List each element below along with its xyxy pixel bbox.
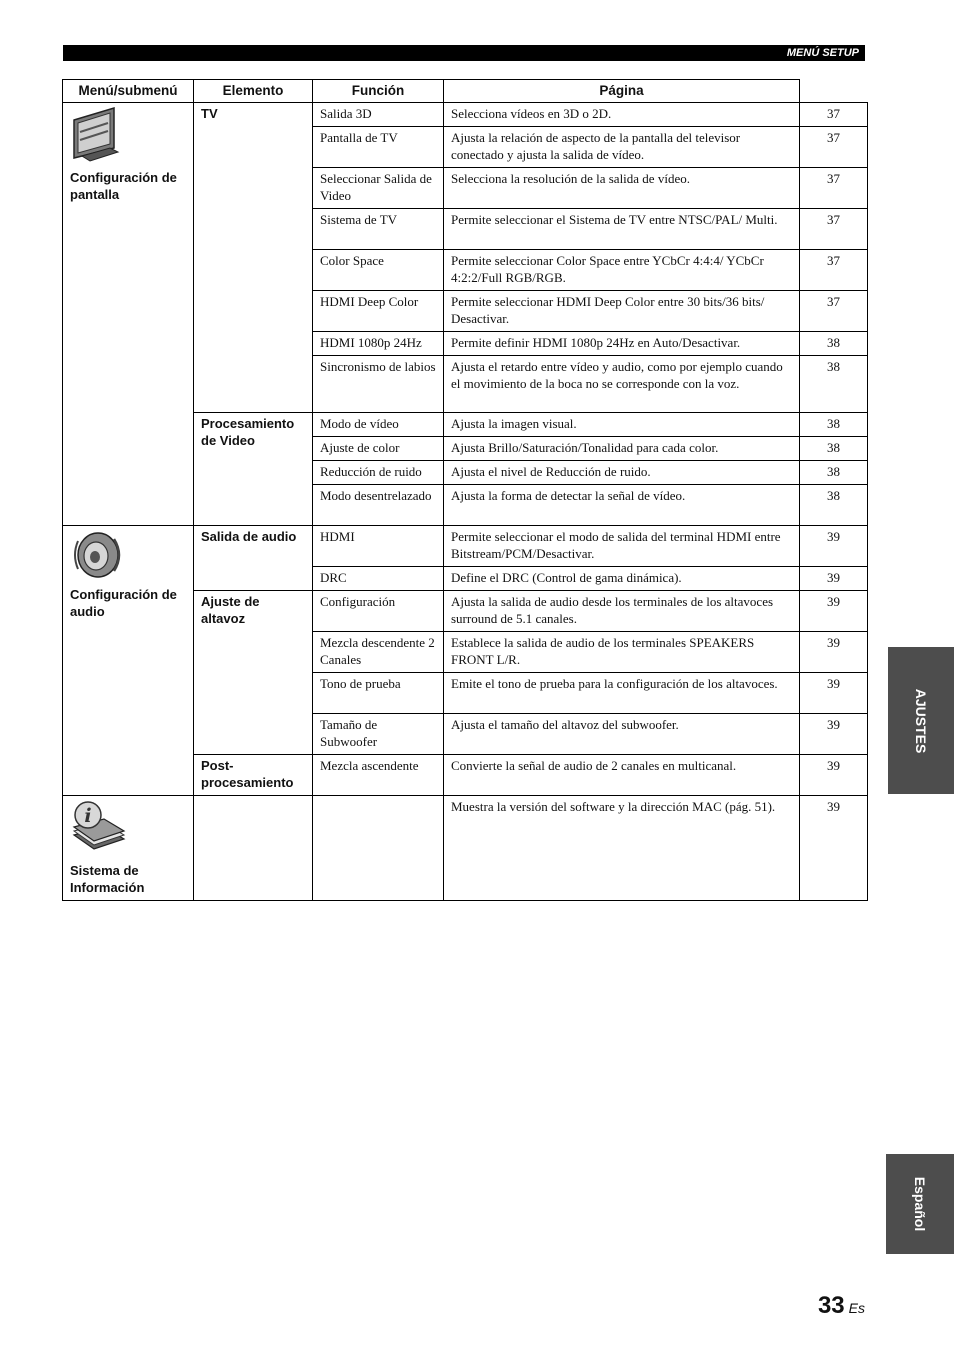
table-row	[63, 796, 868, 901]
setup-menu-table	[62, 79, 868, 901]
function-cell: Permite seleccionar Color Space entre YCbCr 4:4:4/ YCbCr 4:2:2/Full RGB/RGB.	[444, 250, 800, 291]
function-cell: Emite el tono de prueba para la configuración de los altavoces.	[444, 673, 800, 714]
menu-cell-audio	[63, 526, 194, 796]
col-header-function: Función	[313, 80, 444, 103]
page-number-value: 33	[817, 1292, 845, 1319]
page-cell: 39	[800, 714, 868, 755]
page-cell: 38	[800, 332, 868, 356]
svg-text:i: i	[84, 805, 92, 827]
element-cell: HDMI Deep Color	[313, 291, 444, 332]
element-cell: Mezcla ascendente	[313, 755, 444, 796]
page-cell: 39	[800, 526, 868, 567]
function-cell: Define el DRC (Control de gama dinámica).	[444, 567, 800, 591]
col-header-element: Elemento	[194, 80, 313, 103]
element-cell: Seleccionar Salida de Video	[313, 168, 444, 209]
page-cell: 38	[800, 485, 868, 526]
page-cell: 37	[800, 168, 868, 209]
side-tab-ajustes-label: AJUSTES	[913, 688, 929, 753]
table-row	[63, 103, 868, 127]
section-header-bar	[63, 45, 865, 61]
element-cell: HDMI 1080p 24Hz	[313, 332, 444, 356]
element-cell: Tamaño de Subwoofer	[313, 714, 444, 755]
function-cell: Selecciona vídeos en 3D o 2D.	[444, 103, 800, 127]
function-cell: Permite seleccionar el modo de salida del terminal HDMI entre Bitstream/PCM/Desactivar.	[444, 526, 800, 567]
function-cell: Ajusta el tamaño del altavoz del subwoofer.	[444, 714, 800, 755]
element-cell: Color Space	[313, 250, 444, 291]
element-cell	[313, 796, 444, 901]
page-cell: 37	[800, 103, 868, 127]
page-cell: 39	[800, 755, 868, 796]
section-title: MENÚ SETUP	[786, 47, 859, 59]
element-cell: Sistema de TV	[313, 209, 444, 250]
function-cell: Ajusta Brillo/Saturación/Tonalidad para cada color.	[444, 437, 800, 461]
function-cell: Ajusta el nivel de Reducción de ruido.	[444, 461, 800, 485]
menu-label-informacion: Sistema de Información	[70, 863, 145, 895]
page-cell: 38	[800, 437, 868, 461]
monitor-icon	[70, 106, 122, 164]
element-cell: Modo de vídeo	[313, 413, 444, 437]
page-number	[818, 1292, 865, 1320]
table-row	[63, 526, 868, 567]
menu-label-audio: Configuración de audio	[70, 587, 177, 619]
speaker-icon	[70, 529, 126, 581]
element-cell: Salida 3D	[313, 103, 444, 127]
function-cell: Permite seleccionar HDMI Deep Color entre 30 bits/36 bits/ Desactivar.	[444, 291, 800, 332]
side-tab-espanol	[886, 1154, 954, 1254]
element-cell: Ajuste de color	[313, 437, 444, 461]
function-cell: Establece la salida de audio de los terminales SPEAKERS FRONT L/R.	[444, 632, 800, 673]
element-cell: Mezcla descendente 2 Canales	[313, 632, 444, 673]
page-cell: 37	[800, 250, 868, 291]
submenu-cell: Ajuste de altavoz	[194, 591, 313, 755]
function-cell: Permite definir HDMI 1080p 24Hz en Auto/Desactivar.	[444, 332, 800, 356]
function-cell: Ajusta la imagen visual.	[444, 413, 800, 437]
page-cell: 39	[800, 673, 868, 714]
page-cell: 39	[800, 567, 868, 591]
submenu-cell: TV	[194, 103, 313, 413]
menu-cell-informacion	[63, 796, 194, 901]
page-cell: 38	[800, 356, 868, 413]
side-tab-ajustes	[888, 647, 954, 794]
col-header-menu: Menú/submenú	[63, 80, 194, 103]
info-book-icon	[70, 799, 126, 857]
function-cell: Ajusta la relación de aspecto de la pantalla del televisor conectado y ajusta la salida de vídeo.	[444, 127, 800, 168]
function-cell: Ajusta el retardo entre vídeo y audio, como por ejemplo cuando el movimiento de la boca no se corresponde con la voz.	[444, 356, 800, 413]
function-cell: Permite seleccionar el Sistema de TV entre NTSC/PAL/ Multi.	[444, 209, 800, 250]
function-cell: Convierte la señal de audio de 2 canales en multicanal.	[444, 755, 800, 796]
menu-label-pantalla: Configuración de pantalla	[70, 170, 177, 202]
page-cell: 38	[800, 413, 868, 437]
function-cell: Selecciona la resolución de la salida de vídeo.	[444, 168, 800, 209]
page-cell: 39	[800, 591, 868, 632]
page-cell: 38	[800, 461, 868, 485]
function-cell: Ajusta la salida de audio desde los terminales de los altavoces surround de 5.1 canales.	[444, 591, 800, 632]
element-cell: Pantalla de TV	[313, 127, 444, 168]
menu-cell-pantalla	[63, 103, 194, 526]
submenu-cell: Post-procesamiento	[194, 755, 313, 796]
function-cell: Ajusta la forma de detectar la señal de vídeo.	[444, 485, 800, 526]
page-cell: 39	[800, 796, 868, 901]
submenu-cell: Salida de audio	[194, 526, 313, 591]
element-cell: Tono de prueba	[313, 673, 444, 714]
function-cell: Muestra la versión del software y la dirección MAC (pág. 51).	[444, 796, 800, 901]
element-cell: Sincronismo de labios	[313, 356, 444, 413]
submenu-cell	[194, 796, 313, 901]
table-header-row	[63, 80, 868, 103]
element-cell: DRC	[313, 567, 444, 591]
page-cell: 39	[800, 632, 868, 673]
element-cell: Reducción de ruido	[313, 461, 444, 485]
side-tab-espanol-label: Español	[912, 1176, 928, 1232]
submenu-cell: Procesamiento de Video	[194, 413, 313, 526]
page-cell: 37	[800, 291, 868, 332]
col-header-page: Página	[444, 80, 800, 103]
page-cell: 37	[800, 127, 868, 168]
page-language-code: Es	[848, 1300, 865, 1316]
page-cell: 37	[800, 209, 868, 250]
element-cell: Configuración	[313, 591, 444, 632]
element-cell: HDMI	[313, 526, 444, 567]
element-cell: Modo desentrelazado	[313, 485, 444, 526]
